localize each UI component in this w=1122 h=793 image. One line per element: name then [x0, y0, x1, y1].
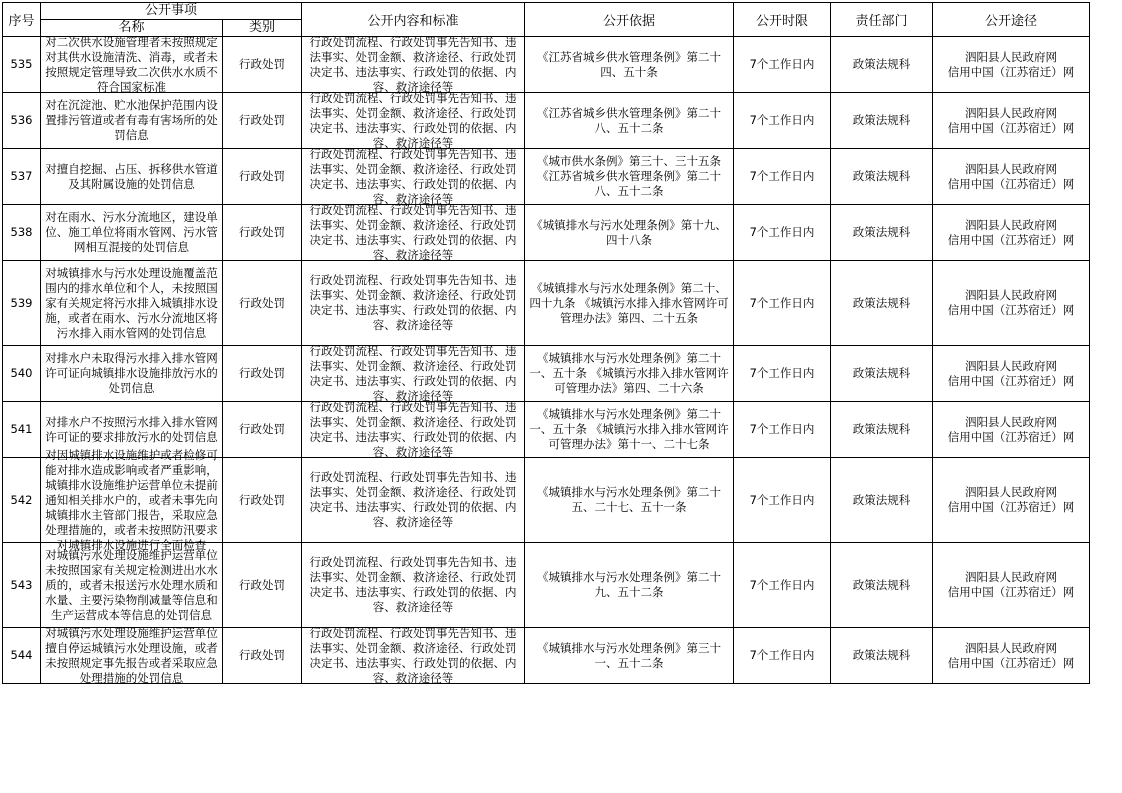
- cell-dept-text: 政策法规科: [852, 225, 911, 239]
- channel-line: 信用中国（江苏宿迁）网: [947, 120, 1075, 135]
- channel-line: 泗阳县人民政府网: [965, 288, 1057, 302]
- cell-name: [41, 205, 223, 261]
- cell-category-text: 行政处罚: [239, 366, 285, 380]
- cell-no-text: 541: [10, 422, 33, 436]
- cell-dept-text: 政策法规科: [852, 57, 911, 71]
- table-row: [3, 149, 1090, 205]
- cell-content: [302, 543, 525, 628]
- channel-line: 泗阳县人民政府网: [965, 49, 1057, 64]
- cell-channel: [933, 93, 1090, 149]
- cell-category: [223, 628, 302, 684]
- cell-content: [302, 146, 525, 206]
- cell-no-text: 543: [10, 577, 33, 592]
- cell-basis-text: 《城镇排水与污水处理条例》第二十五、二十七、五十一条: [537, 485, 721, 514]
- cell-basis: [525, 346, 734, 402]
- cell-time-text: 7个工作日内: [749, 295, 815, 310]
- cell-dept: [831, 402, 933, 458]
- cell-basis: [525, 261, 734, 346]
- header-category: 类别: [223, 20, 302, 37]
- cell-name-text: 对在沉淀池、贮水池保护范围内设置排污管道或者有毒有害场所的处罚信息: [45, 98, 218, 142]
- cell-content: [302, 625, 525, 685]
- header-dept: 责任部门: [831, 3, 933, 37]
- channel-line: 信用中国（江苏宿迁）网: [947, 303, 1075, 317]
- channel-line: 信用中国（江苏宿迁）网: [947, 500, 1075, 514]
- cell-content-text: 行政处罚流程、行政处罚事先告知书、违法事实、处罚金额、救济途径、行政处罚决定书、违法事实、行政处罚的依据、内容、救济途径等: [309, 90, 517, 150]
- cell-no: [3, 543, 41, 628]
- cell-dept-text: 政策法规科: [852, 169, 911, 183]
- cell-content: [302, 90, 525, 150]
- cell-no: [3, 149, 41, 205]
- cell-channel: [933, 205, 1090, 261]
- disclosure-table: [2, 2, 1090, 684]
- cell-dept: [831, 149, 933, 205]
- header-name: 名称: [41, 20, 223, 37]
- cell-channel: [933, 402, 1090, 458]
- cell-basis-text: 《城镇排水与污水处理条例》第二十、四十九条 《城镇污水排入排水管网许可管理办法》第四、二十五条: [529, 280, 729, 325]
- cell-no: [3, 37, 41, 93]
- cell-name-text: 对排水户不按照污水排入排水管网许可证的要求排放污水的处罚信息: [45, 414, 218, 444]
- channel-line: 信用中国（江苏宿迁）网: [947, 373, 1075, 388]
- cell-content: [302, 202, 525, 262]
- cell-time: [734, 93, 831, 149]
- cell-name: [41, 447, 223, 552]
- cell-time-text: 7个工作日内: [749, 366, 815, 380]
- cell-content-text: 行政处罚流程、行政处罚事先告知书、违法事实、处罚金额、救济途径、行政处罚决定书、违法事实、行政处罚的依据、内容、救济途径等: [309, 343, 517, 403]
- cell-dept: [831, 543, 933, 628]
- cell-basis: [525, 205, 734, 261]
- cell-category-text: 行政处罚: [239, 492, 285, 507]
- header-channel: 公开途径: [933, 3, 1090, 37]
- cell-category: [223, 458, 302, 543]
- cell-category-text: 行政处罚: [239, 648, 285, 662]
- cell-time-text: 7个工作日内: [749, 169, 815, 183]
- channel-line: 泗阳县人民政府网: [965, 217, 1057, 232]
- cell-basis: [525, 543, 734, 628]
- cell-no: [3, 346, 41, 402]
- cell-content: [302, 458, 525, 543]
- cell-time-text: 7个工作日内: [749, 577, 815, 592]
- channel-line: 信用中国（江苏宿迁）网: [947, 585, 1075, 599]
- cell-dept-text: 政策法规科: [852, 648, 911, 662]
- cell-category-text: 行政处罚: [239, 295, 285, 310]
- table-row: [3, 543, 1090, 628]
- cell-time: [734, 543, 831, 628]
- table-row: [3, 261, 1090, 346]
- cell-channel: [933, 261, 1090, 346]
- channel-line: 泗阳县人民政府网: [965, 358, 1057, 373]
- cell-category: [223, 93, 302, 149]
- channel-line: 信用中国（江苏宿迁）网: [947, 655, 1075, 670]
- cell-basis-text: 《江苏省城乡供水管理条例》第二十四、五十条: [537, 49, 721, 79]
- cell-content: [302, 343, 525, 403]
- cell-category-text: 行政处罚: [239, 113, 285, 127]
- table-header: [3, 3, 1090, 37]
- cell-name-text: 对城镇污水处理设施维护运营单位擅自停运城镇污水处理设施，或者未按照规定事先报告或者采取应急处理措施的处罚信息: [45, 625, 218, 685]
- table-row: [3, 37, 1090, 93]
- cell-channel: [933, 628, 1090, 684]
- cell-basis: [525, 149, 734, 205]
- cell-dept: [831, 37, 933, 93]
- cell-content: [302, 399, 525, 459]
- cell-dept-text: 政策法规科: [852, 366, 911, 380]
- cell-channel: [933, 37, 1090, 93]
- cell-channel: [933, 149, 1090, 205]
- cell-dept-text: 政策法规科: [852, 295, 911, 310]
- cell-dept: [831, 261, 933, 346]
- channel-line: 信用中国（江苏宿迁）网: [947, 232, 1075, 247]
- cell-basis: [525, 402, 734, 458]
- cell-content: [302, 261, 525, 346]
- channel-line: 泗阳县人民政府网: [965, 570, 1057, 584]
- cell-content-text: 行政处罚流程、行政处罚事先告知书、违法事实、处罚金额、救济途径、行政处罚决定书、违法事实、行政处罚的依据、内容、救济途径等: [309, 273, 517, 332]
- table-row: [3, 93, 1090, 149]
- cell-channel: [933, 346, 1090, 402]
- cell-name-text: 对在雨水、污水分流地区，建设单位、施工单位将雨水管网、污水管网相互混接的处罚信息: [45, 210, 218, 254]
- cell-category: [223, 149, 302, 205]
- cell-category: [223, 205, 302, 261]
- cell-no: [3, 628, 41, 684]
- cell-basis-text: 《城镇排水与污水处理条例》第二十九、五十二条: [537, 570, 721, 599]
- channel-line: 信用中国（江苏宿迁）网: [947, 64, 1075, 79]
- cell-category: [223, 402, 302, 458]
- cell-dept-text: 政策法规科: [852, 577, 911, 592]
- header-content: 公开内容和标准: [302, 3, 525, 37]
- cell-no-text: 542: [10, 492, 33, 507]
- cell-no-text: 540: [10, 366, 33, 380]
- cell-basis: [525, 93, 734, 149]
- cell-channel: [933, 458, 1090, 543]
- cell-content-text: 行政处罚流程、行政处罚事先告知书、违法事实、处罚金额、救济途径、行政处罚决定书、违法事实、行政处罚的依据、内容、救济途径等: [309, 555, 517, 614]
- cell-category: [223, 543, 302, 628]
- cell-name-text: 对城镇排水与污水处理设施覆盖范围内的排水单位和个人，未按照国家有关规定将污水排入城镇排水设施，或者在雨水、污水分流地区将污水排入雨水管网的处罚信息: [45, 265, 218, 340]
- cell-category-text: 行政处罚: [239, 225, 285, 239]
- cell-no-text: 538: [10, 225, 33, 239]
- cell-basis-text: 《城镇排水与污水处理条例》第三十一、五十二条: [537, 640, 721, 670]
- cell-category: [223, 261, 302, 346]
- cell-name: [41, 261, 223, 346]
- cell-basis-text: 《城市供水条例》第三十、三十五条 《江苏省城乡供水管理条例》第二十八、五十二条: [537, 154, 721, 198]
- cell-content: [302, 34, 525, 94]
- cell-basis: [525, 628, 734, 684]
- cell-dept-text: 政策法规科: [852, 492, 911, 507]
- channel-line: 泗阳县人民政府网: [965, 485, 1057, 499]
- cell-name-text: 对二次供水设施管理者未按照规定对其供水设施清洗、消毒，或者未按照规定管理导致二次供水水质不符合国家标准: [45, 34, 218, 94]
- cell-no: [3, 402, 41, 458]
- cell-category: [223, 346, 302, 402]
- header-no: 序号: [3, 3, 41, 37]
- cell-content-text: 行政处罚流程、行政处罚事先告知书、违法事实、处罚金额、救济途径、行政处罚决定书、违法事实、行政处罚的依据、内容、救济途径等: [309, 146, 517, 206]
- cell-no-text: 535: [10, 57, 33, 71]
- cell-category: [223, 37, 302, 93]
- cell-category-text: 行政处罚: [239, 577, 285, 592]
- channel-line: 信用中国（江苏宿迁）网: [947, 429, 1075, 444]
- cell-no-text: 536: [10, 113, 33, 127]
- cell-dept: [831, 628, 933, 684]
- cell-time-text: 7个工作日内: [749, 225, 815, 239]
- cell-no: [3, 458, 41, 543]
- cell-category-text: 行政处罚: [239, 169, 285, 183]
- cell-basis: [525, 458, 734, 543]
- cell-name: [41, 543, 223, 628]
- header-time: 公开时限: [734, 3, 831, 37]
- cell-category-text: 行政处罚: [239, 422, 285, 436]
- cell-dept: [831, 346, 933, 402]
- cell-name-text: 对因城镇排水设施维护或者检修可能对排水造成影响或者严重影响，城镇排水设施维护运营单位未提前通知相关排水户的，或者未事先向城镇排水主管部门报告，采取应急处理措施的，或者未按照防汛要求对城镇排水设施进行全面检查: [45, 447, 218, 552]
- cell-name: [41, 625, 223, 685]
- cell-time-text: 7个工作日内: [749, 492, 815, 507]
- cell-time-text: 7个工作日内: [749, 57, 815, 71]
- cell-basis-text: 《城镇排水与污水处理条例》第十九、四十八条: [531, 217, 727, 247]
- cell-time-text: 7个工作日内: [749, 422, 815, 436]
- cell-content-text: 行政处罚流程、行政处罚事先告知书、违法事实、处罚金额、救济途径、行政处罚决定书、违法事实、行政处罚的依据、内容、救济途径等: [309, 34, 517, 94]
- cell-basis-text: 《江苏省城乡供水管理条例》第二十八、五十二条: [537, 105, 721, 135]
- cell-no-text: 539: [10, 295, 33, 310]
- cell-category-text: 行政处罚: [239, 57, 285, 71]
- table-row: [3, 346, 1090, 402]
- cell-dept-text: 政策法规科: [852, 422, 911, 436]
- cell-name: [41, 346, 223, 402]
- cell-no: [3, 93, 41, 149]
- cell-time: [734, 628, 831, 684]
- cell-name: [41, 93, 223, 149]
- cell-no-text: 544: [10, 648, 33, 662]
- cell-time: [734, 205, 831, 261]
- header-item-group: 公开事项: [41, 3, 302, 20]
- cell-name-text: 对擅自挖掘、占压、拆移供水管道及其附属设施的处罚信息: [45, 161, 218, 191]
- cell-name-text: 对排水户未取得污水排入排水管网许可证向城镇排水设施排放污水的处罚信息: [45, 351, 218, 395]
- table-row: [3, 205, 1090, 261]
- cell-channel: [933, 543, 1090, 628]
- cell-no: [3, 205, 41, 261]
- cell-name: [41, 149, 223, 205]
- table-row: [3, 458, 1090, 543]
- cell-time: [734, 37, 831, 93]
- cell-no: [3, 261, 41, 346]
- cell-basis-text: 《城镇排水与污水处理条例》第二十一、五十条 《城镇污水排入排水管网许可管理办法》第十一、二十七条: [529, 407, 729, 451]
- channel-line: 泗阳县人民政府网: [965, 414, 1057, 429]
- channel-line: 泗阳县人民政府网: [965, 161, 1057, 176]
- cell-time-text: 7个工作日内: [749, 113, 815, 127]
- cell-time: [734, 346, 831, 402]
- cell-dept: [831, 205, 933, 261]
- table-body: [3, 34, 1090, 685]
- channel-line: 泗阳县人民政府网: [965, 640, 1057, 655]
- cell-no-text: 537: [10, 169, 33, 183]
- cell-content-text: 行政处罚流程、行政处罚事先告知书、违法事实、处罚金额、救济途径、行政处罚决定书、违法事实、行政处罚的依据、内容、救济途径等: [309, 202, 517, 262]
- cell-dept: [831, 458, 933, 543]
- cell-time-text: 7个工作日内: [749, 648, 815, 662]
- table-row: [3, 628, 1090, 684]
- cell-time: [734, 458, 831, 543]
- cell-dept: [831, 93, 933, 149]
- channel-line: 信用中国（江苏宿迁）网: [947, 176, 1075, 191]
- cell-basis-text: 《城镇排水与污水处理条例》第二十一、五十条 《城镇污水排入排水管网许可管理办法》第四、二十六条: [529, 351, 729, 395]
- cell-time: [734, 402, 831, 458]
- header-basis: 公开依据: [525, 3, 734, 37]
- channel-line: 泗阳县人民政府网: [965, 105, 1057, 120]
- cell-name: [41, 34, 223, 94]
- cell-basis: [525, 37, 734, 93]
- cell-content-text: 行政处罚流程、行政处罚事先告知书、违法事实、处罚金额、救济途径、行政处罚决定书、违法事实、行政处罚的依据、内容、救济途径等: [309, 399, 517, 459]
- cell-content-text: 行政处罚流程、行政处罚事先告知书、违法事实、处罚金额、救济途径、行政处罚决定书、违法事实、行政处罚的依据、内容、救济途径等: [309, 470, 517, 529]
- cell-time: [734, 149, 831, 205]
- cell-time: [734, 261, 831, 346]
- cell-content-text: 行政处罚流程、行政处罚事先告知书、违法事实、处罚金额、救济途径、行政处罚决定书、违法事实、行政处罚的依据、内容、救济途径等: [309, 625, 517, 685]
- cell-name-text: 对城镇污水处理设施维护运营单位未按照国家有关规定检测进出水水质的，或者未报送污水处理水质和水量、主要污染物削减量等信息和生产运营成本等信息的处罚信息: [45, 547, 218, 622]
- cell-dept-text: 政策法规科: [852, 113, 911, 127]
